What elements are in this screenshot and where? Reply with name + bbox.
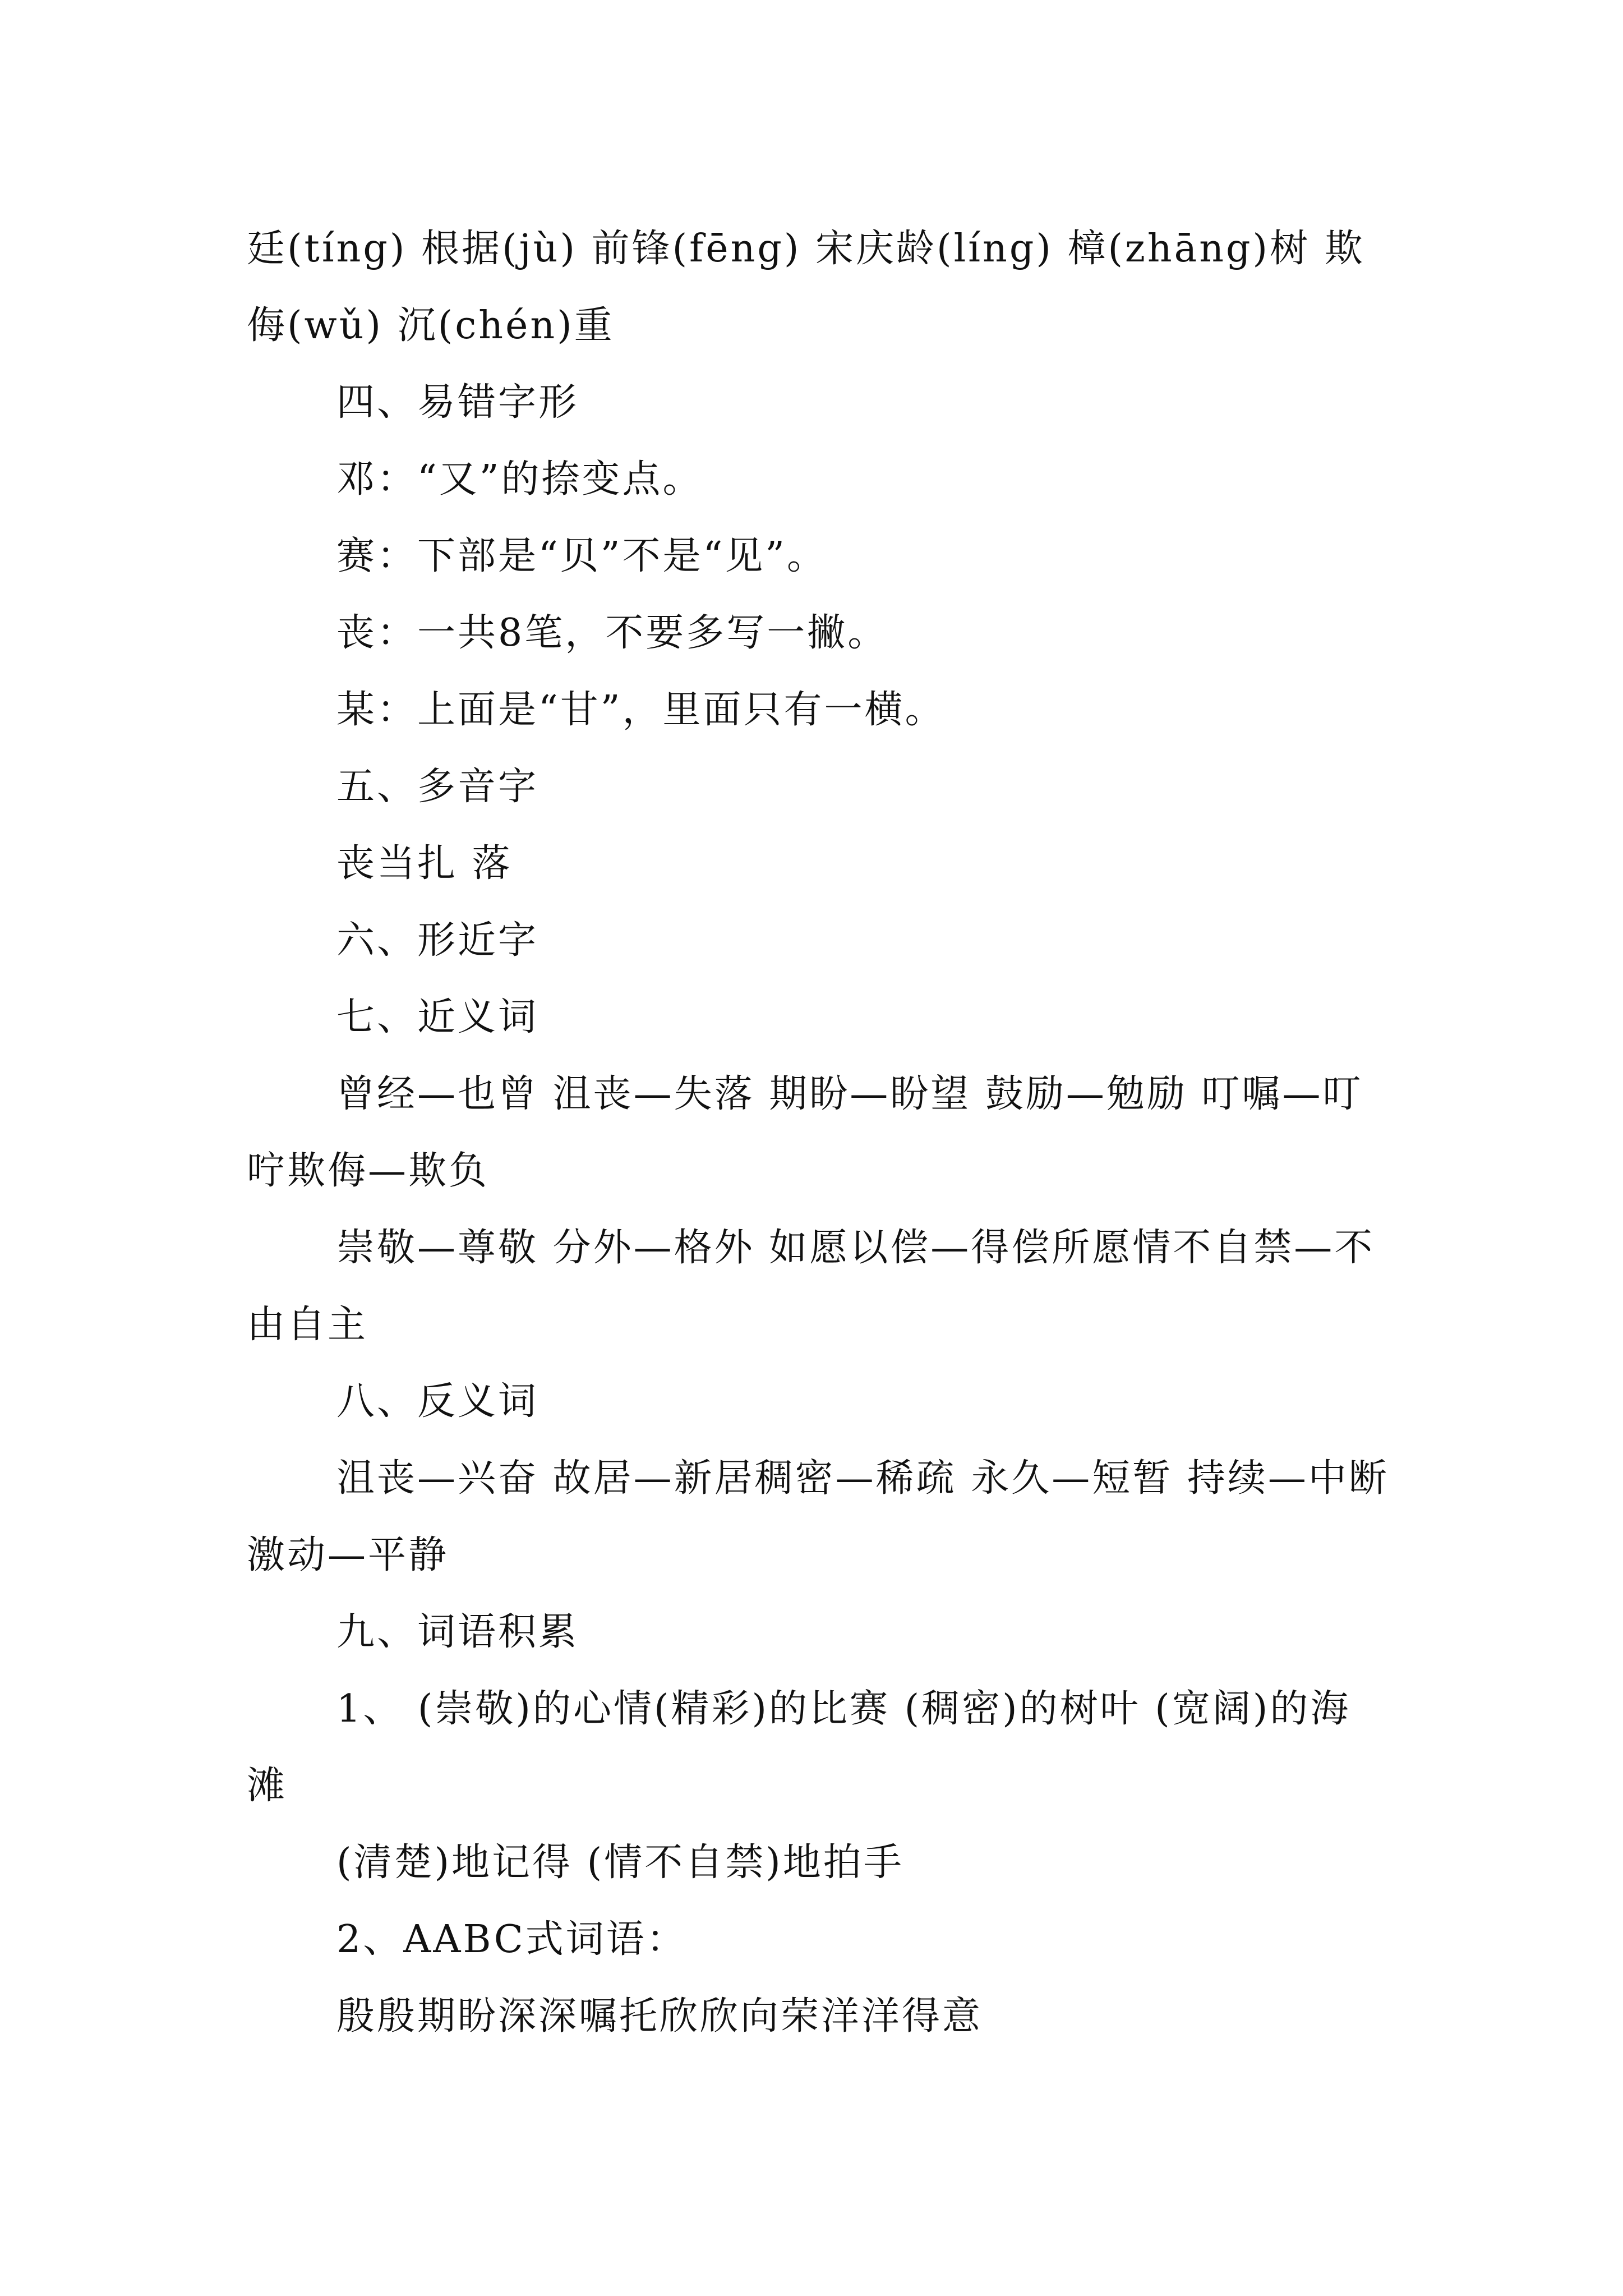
document-page <box>247 210 1391 2055</box>
note-deng: 邓：“又”的捺变点。 <box>336 457 703 501</box>
note-sai: 赛：下部是“贝”不是“见”。 <box>336 534 828 578</box>
vocabulary-item-1b: (清楚)地记得 (情不自禁)地拍手 <box>336 1841 904 1885</box>
heading-vocabulary: 九、词语积累 <box>336 1610 579 1654</box>
synonyms-line-2: 崇敬—尊敬 分外—格外 如愿以偿—得偿所愿情不自禁—不由自主 <box>247 1226 1375 1347</box>
vocabulary-item-1: 1、 (崇敬)的心情(精彩)的比赛 (稠密)的树叶 (宽阔)的海滩 <box>247 1687 1351 1808</box>
heading-synonyms: 七、近义词 <box>336 995 539 1039</box>
aabc-words: 殷殷期盼深深嘱托欣欣向荣洋洋得意 <box>336 1994 983 2039</box>
heading-polyphonic: 五、多音字 <box>336 765 539 809</box>
pinyin-line: 廷(tíng) 根据(jù) 前锋(fēng) 宋庆龄(líng) 樟(zhāng)树 欺侮(wǔ) 沉(chén)重 <box>247 227 1365 348</box>
heading-confusable-forms: 四、易错字形 <box>336 380 579 425</box>
heading-similar-forms: 六、形近字 <box>336 918 539 963</box>
vocabulary-item-2: 2、AABC式词语： <box>336 1917 687 1962</box>
note-mou: 某：上面是“甘”，里面只有一横。 <box>336 688 946 732</box>
polyphonic-list: 丧当扎 落 <box>336 841 513 886</box>
synonyms-line-1: 曾经—也曾 沮丧—失落 期盼—盼望 鼓励—勉励 叮嘱—叮咛欺侮—欺负 <box>247 1072 1363 1193</box>
note-sang: 丧：一共8笔，不要多写一撇。 <box>336 611 888 655</box>
antonyms-line: 沮丧—兴奋 故居—新居稠密—稀疏 永久—短暂 持续—中断 激动—平静 <box>247 1456 1389 1577</box>
heading-antonyms: 八、反义词 <box>336 1379 539 1424</box>
